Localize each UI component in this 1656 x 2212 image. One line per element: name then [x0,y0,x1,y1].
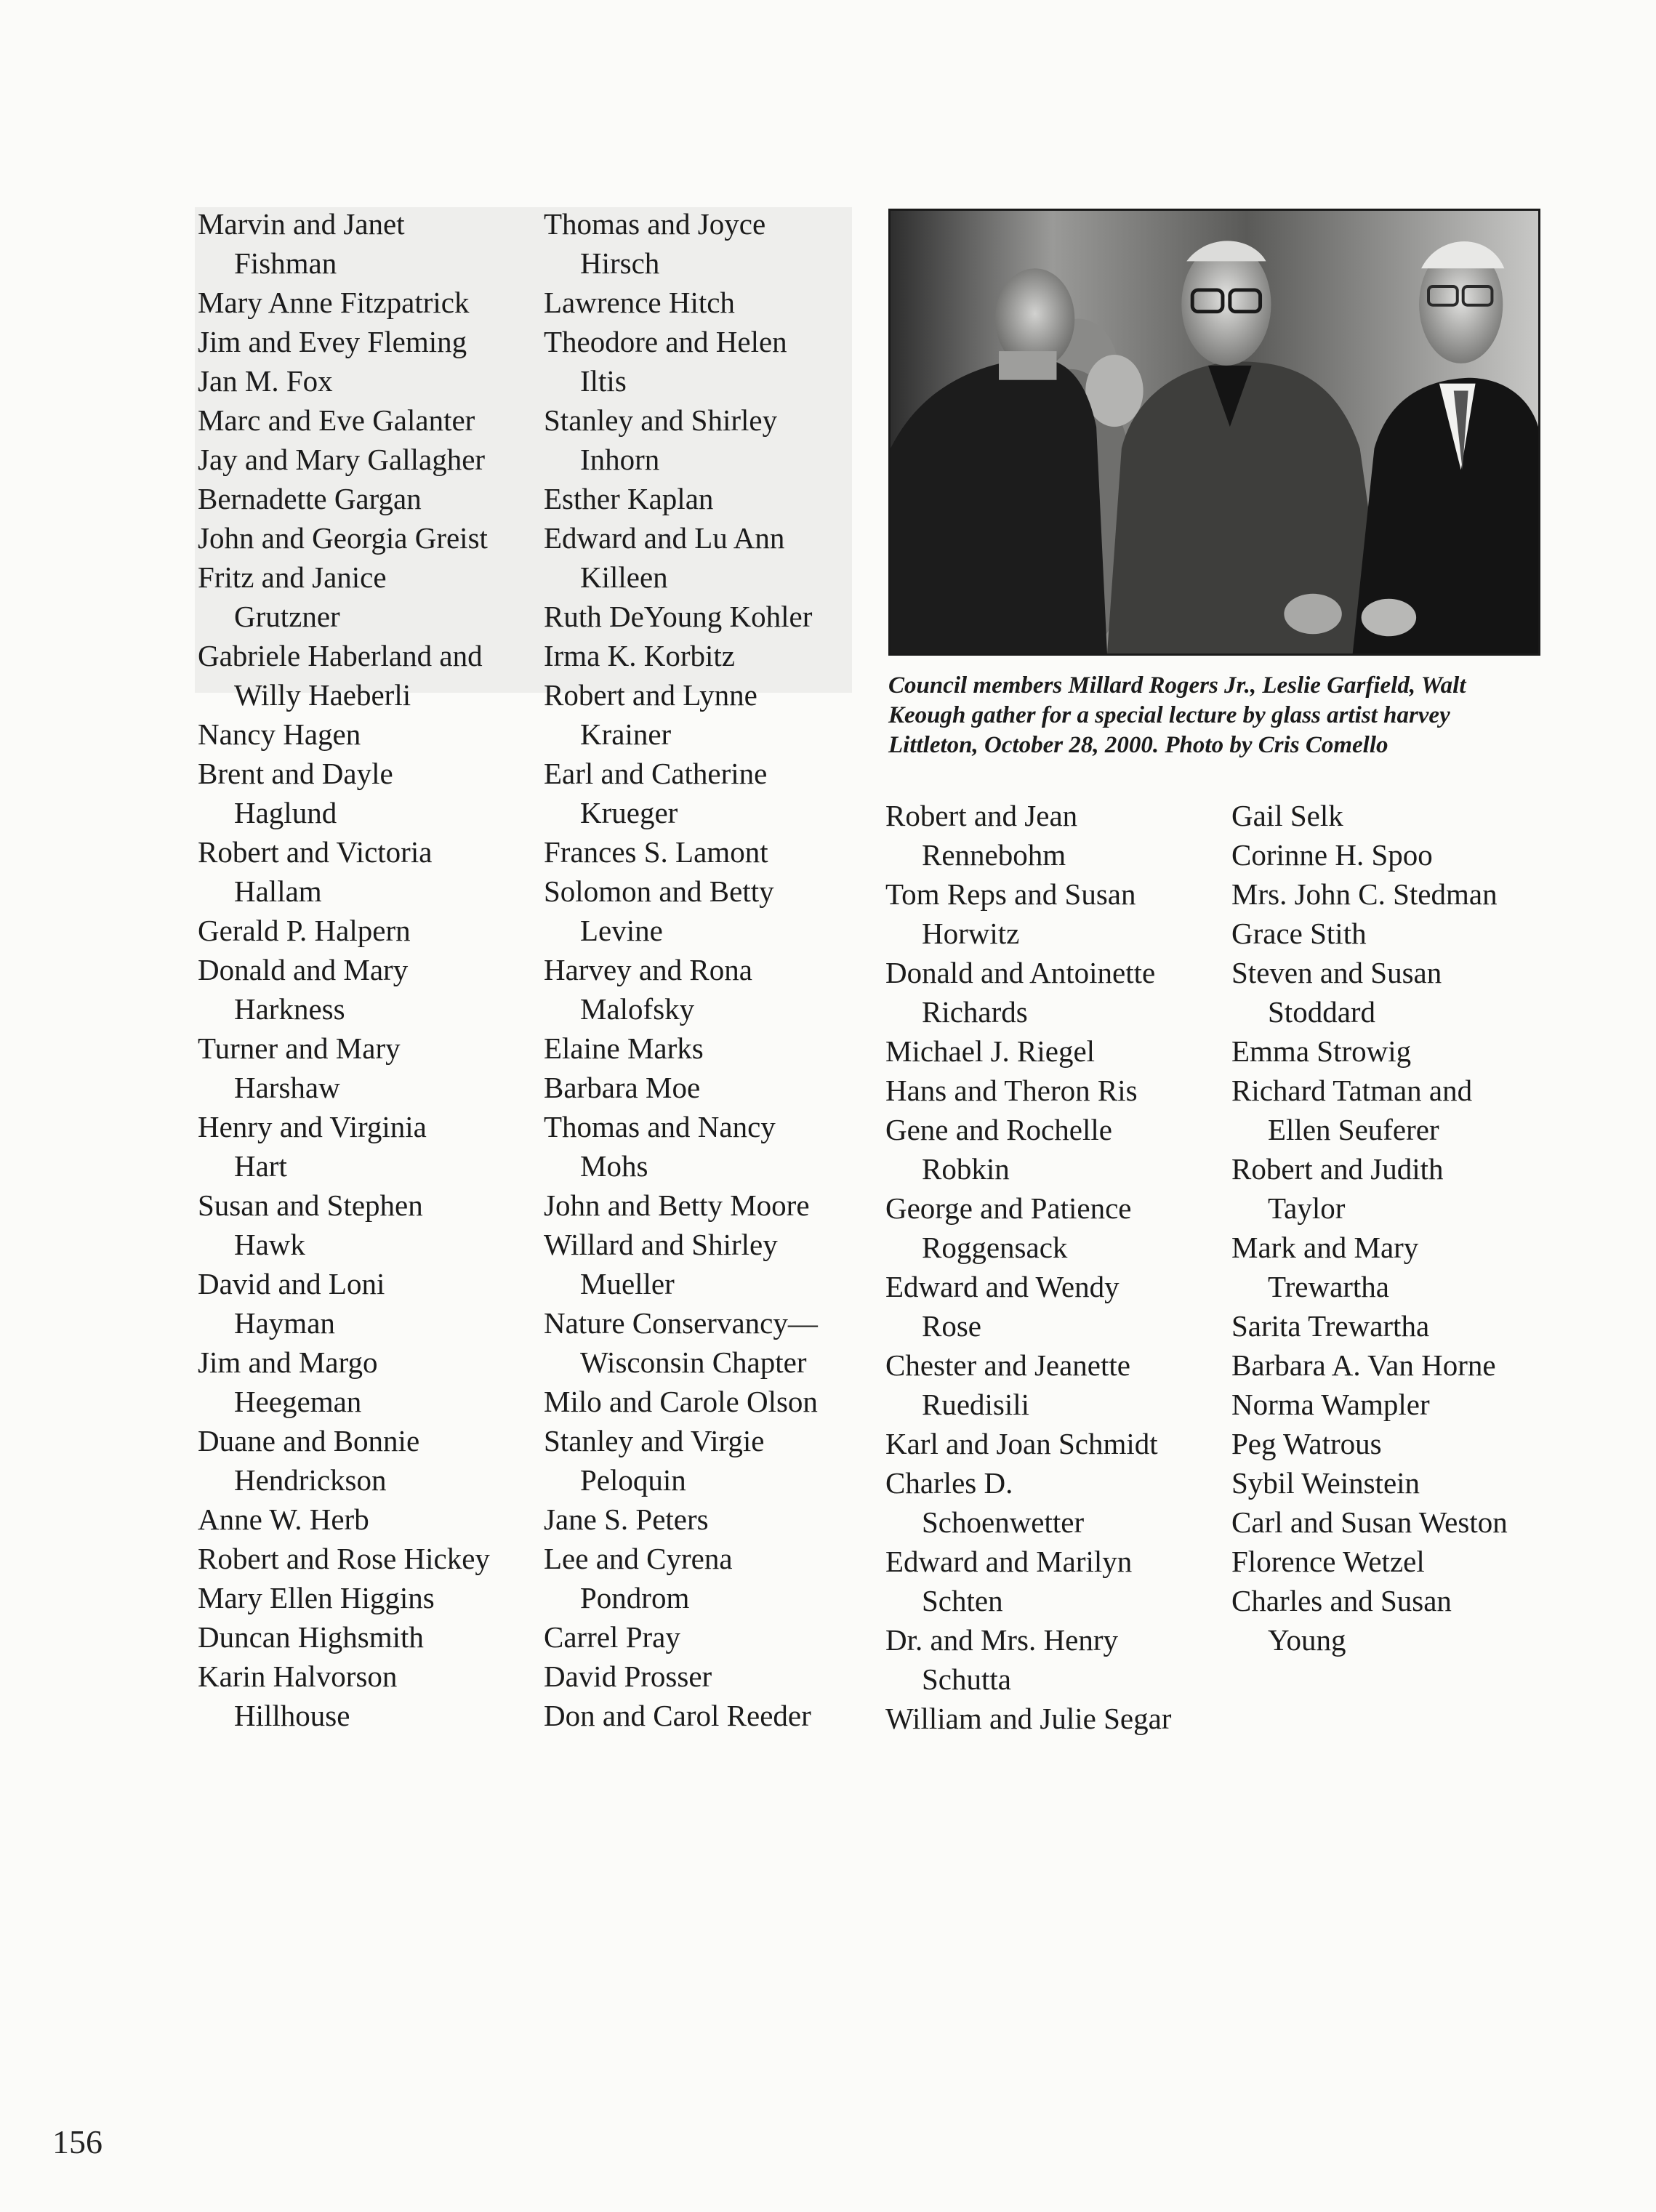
donor-entry [544,479,818,518]
donor-name-line: Thomas and Joyce [544,207,766,241]
donor-name-continuation: Krainer [580,717,672,751]
donor-entry [885,1463,1171,1542]
donor-name-line: Hans and Theron Ris [885,1074,1138,1107]
donor-name-line: Norma Wampler [1231,1388,1430,1421]
donor-entry [1231,1385,1508,1424]
donor-entry [1231,914,1508,953]
donor-name-line: Esther Kaplan [544,482,714,515]
donor-name-continuation: Ellen Seuferer [1268,1113,1439,1146]
donor-name-line: Jan M. Fox [198,364,333,398]
donor-name-line: Florence Wetzel [1231,1545,1425,1578]
donor-name-line: Milo and Carole Olson [544,1385,818,1418]
donor-entry [1231,1346,1508,1385]
donor-name-continuation: Hirsch [580,246,660,280]
donor-name-line: Anne W. Herb [198,1503,369,1536]
name-column-1 [198,204,490,1735]
donor-name-line: Turner and Mary [198,1031,401,1065]
donor-name-line: Robert and Jean [885,799,1078,832]
donor-name-continuation: Peloquin [580,1463,686,1497]
donor-name-line: Willard and Shirley [544,1228,778,1261]
donor-entry [544,322,818,401]
donor-entry [544,1068,818,1107]
donor-name-continuation: Grutzner [234,600,340,633]
donor-entry [544,518,818,597]
donor-name-line: David and Loni [198,1267,385,1300]
donor-name-line: Nature Conservancy— [544,1306,818,1340]
donor-entry [544,754,818,832]
donor-name-line: Donald and Mary [198,953,409,986]
donor-name-line: Marc and Eve Galanter [198,403,475,437]
donor-name-line: Robert and Judith [1231,1152,1444,1186]
donor-entry [198,911,490,950]
donor-entry [1231,1542,1508,1581]
donor-name-line: Stanley and Shirley [544,403,778,437]
donor-name-line: Mark and Mary [1231,1231,1419,1264]
donor-name-line: Frances S. Lamont [544,835,768,869]
donor-name-line: Barbara Moe [544,1071,701,1104]
donor-entry [544,401,818,479]
donor-entry [544,1696,818,1735]
donor-entry [198,1029,490,1107]
donor-name-line: Mary Ellen Higgins [198,1581,435,1614]
donor-name-line: Tom Reps and Susan [885,877,1136,911]
donor-name-line: Barbara A. Van Horne [1231,1348,1496,1382]
donor-entry [544,1539,818,1617]
donor-entry [198,1617,490,1657]
donor-name-continuation: Roggensack [922,1231,1068,1264]
donor-name-line: Jane S. Peters [544,1503,709,1536]
donor-name-line: Grace Stith [1231,917,1367,950]
donor-name-continuation: Inhorn [580,443,660,476]
donor-entry [544,1657,818,1696]
donor-entry [1231,1031,1508,1071]
donor-entry [544,675,818,754]
donor-name-line: Michael J. Riegel [885,1034,1096,1068]
donor-name-line: Nancy Hagen [198,717,361,751]
donor-name-line: Theodore and Helen [544,325,787,358]
donor-name-continuation: Killeen [580,560,668,594]
donor-name-line: Lawrence Hitch [544,286,735,319]
donor-name-continuation: Hayman [234,1306,335,1340]
donor-entry [198,715,490,754]
donor-name-line: Jay and Mary Gallagher [198,443,486,476]
name-column-4 [1231,796,1508,1660]
donor-entry [885,1267,1171,1346]
donor-name-line: William and Julie Segar [885,1702,1172,1735]
donor-name-line: Gerald P. Halpern [198,914,411,947]
donor-name-line: Chester and Jeanette [885,1348,1130,1382]
donor-name-line: Jim and Margo [198,1346,378,1379]
donor-name-continuation: Rose [922,1309,981,1343]
donor-entry [198,950,490,1029]
donor-name-continuation: Pondrom [580,1581,690,1614]
donor-entry [198,1657,490,1735]
donor-entry [885,1699,1171,1738]
donor-name-line: Brent and Dayle [198,757,393,790]
donor-name-line: Irma K. Korbitz [544,639,735,672]
donor-name-line: Corinne H. Spoo [1231,838,1433,872]
donor-entry [885,1071,1171,1110]
donor-entry [544,1303,818,1382]
donor-name-continuation: Hallam [234,874,322,908]
donor-name-continuation: Stoddard [1268,995,1376,1029]
donor-name-line: Mrs. John C. Stedman [1231,877,1498,911]
donor-name-continuation: Harkness [234,992,345,1026]
name-column-3 [885,796,1171,1738]
donor-name-continuation: Hart [234,1149,287,1183]
donor-name-line: Steven and Susan [1231,956,1442,989]
donor-name-continuation: Ruedisili [922,1388,1030,1421]
event-photo-image [891,211,1538,653]
photo-caption: Council members Millard Rogers Jr., Leslie Garfield, Walt Keough gather for a special lecture by glass artist harvey Littleton, October 28, 2000. Photo by Cris Comello [888,672,1466,758]
donor-entry [198,1421,490,1500]
donor-name-continuation: Rennebohm [922,838,1066,872]
donor-name-line: Carl and Susan Weston [1231,1505,1508,1539]
donor-entry [544,1382,818,1421]
donor-entry [198,322,490,361]
donor-name-continuation: Iltis [580,364,627,398]
donor-entry [198,361,490,401]
donor-entry [1231,1228,1508,1306]
donor-name-continuation: Schutta [922,1662,1011,1696]
donor-entry [885,953,1171,1031]
donor-entry [885,1031,1171,1071]
donor-entry [544,1500,818,1539]
donor-entry [544,1186,818,1225]
donor-entry [198,1578,490,1617]
donor-entry [1231,1071,1508,1149]
event-photo [888,209,1540,656]
donor-entry [1231,874,1508,914]
donor-name-line: George and Patience [885,1191,1132,1225]
page-number: 156 [52,2123,103,2160]
donor-name-continuation: Mueller [580,1267,675,1300]
donor-name-continuation: Hawk [234,1228,305,1261]
donor-name-continuation: Heegeman [234,1385,362,1418]
donor-entry [198,204,490,283]
donor-name-line: Richard Tatman and [1231,1074,1473,1107]
donor-entry [1231,1581,1508,1660]
donor-name-line: Duncan Highsmith [198,1620,424,1654]
donor-name-line: Edward and Wendy [885,1270,1120,1303]
donor-name-line: Bernadette Gargan [198,482,422,515]
donor-entry [885,796,1171,874]
donor-entry [198,440,490,479]
donor-name-continuation: Schten [922,1584,1003,1617]
donor-name-continuation: Malofsky [580,992,695,1026]
name-column-2 [544,204,818,1735]
donor-entry [544,597,818,636]
donor-name-line: Ruth DeYoung Kohler [544,600,813,633]
donor-name-line: Elaine Marks [544,1031,704,1065]
donor-entry [198,1107,490,1186]
donor-name-line: Gail Selk [1231,799,1343,832]
donor-entry [1231,1424,1508,1463]
donor-entry [885,1620,1171,1699]
donor-entry [544,1107,818,1186]
donor-name-continuation: Mohs [580,1149,648,1183]
donor-name-line: Gabriele Haberland and [198,639,483,672]
donor-name-line: Charles D. [885,1466,1013,1500]
donor-entry [544,1421,818,1500]
donor-name-line: Harvey and Rona [544,953,752,986]
donor-name-line: Edward and Marilyn [885,1545,1133,1578]
donor-name-line: Karl and Joan Schmidt [885,1427,1158,1460]
donor-name-line: Henry and Virginia [198,1110,427,1143]
donor-name-line: John and Georgia Greist [198,521,488,555]
donor-entry [198,1343,490,1421]
donor-entry [198,479,490,518]
donor-name-line: Lee and Cyrena [544,1542,733,1575]
donor-name-line: Charles and Susan [1231,1584,1452,1617]
donor-name-line: Susan and Stephen [198,1189,423,1222]
donor-name-line: Robert and Lynne [544,678,757,712]
donor-name-line: Robert and Rose Hickey [198,1542,490,1575]
donor-entry [198,636,490,715]
donor-entry [198,1500,490,1539]
donor-name-line: Thomas and Nancy [544,1110,776,1143]
donor-name-continuation: Schoenwetter [922,1505,1085,1539]
donor-entry [1231,1503,1508,1542]
donor-entry [198,1264,490,1343]
donor-entry [544,832,818,872]
donor-name-line: Marvin and Janet [198,207,405,241]
donor-entry [198,558,490,636]
donor-name-line: Fritz and Janice [198,560,387,594]
donor-entry [544,950,818,1029]
donor-name-line: Donald and Antoinette [885,956,1156,989]
donor-entry [885,1424,1171,1463]
donor-name-continuation: Fishman [234,246,337,280]
donor-entry [544,872,818,950]
donor-entry [1231,1306,1508,1346]
donor-name-continuation: Haglund [234,796,337,829]
donor-name-continuation: Young [1268,1623,1346,1657]
donor-name-line: Jim and Evey Fleming [198,325,467,358]
donor-entry [885,1542,1171,1620]
donor-entry [198,1186,490,1264]
donor-entry [544,1225,818,1303]
donor-name-line: Edward and Lu Ann [544,521,785,555]
donor-entry [885,1346,1171,1424]
donor-entry [544,1029,818,1068]
donor-name-continuation: Wisconsin Chapter [580,1346,807,1379]
donor-name-line: Mary Anne Fitzpatrick [198,286,470,319]
donor-entry [1231,796,1508,835]
donor-name-line: Don and Carol Reeder [544,1699,811,1732]
donor-name-line: Carrel Pray [544,1620,680,1654]
donor-name-continuation: Harshaw [234,1071,340,1104]
donor-name-line: Robert and Victoria [198,835,433,869]
donor-name-continuation: Levine [580,914,663,947]
donor-name-continuation: Willy Haeberli [234,678,411,712]
donor-name-line: Peg Watrous [1231,1427,1382,1460]
donor-entry [1231,835,1508,874]
donor-entry [198,1539,490,1578]
donor-entry [544,636,818,675]
donor-name-line: Emma Strowig [1231,1034,1412,1068]
donor-entry [544,283,818,322]
donor-name-line: Sybil Weinstein [1231,1466,1420,1500]
donor-entry [198,832,490,911]
donor-entry [198,754,490,832]
donor-entry [544,1617,818,1657]
donor-entry [1231,953,1508,1031]
donor-name-line: Earl and Catherine [544,757,768,790]
donor-name-continuation: Robkin [922,1152,1010,1186]
donor-name-line: Solomon and Betty [544,874,774,908]
donor-entry [885,874,1171,953]
donor-entry [544,204,818,283]
donor-name-line: Duane and Bonnie [198,1424,420,1457]
donor-name-continuation: Hillhouse [234,1699,350,1732]
donor-name-line: Dr. and Mrs. Henry [885,1623,1118,1657]
donor-name-line: Stanley and Virgie [544,1424,765,1457]
donor-name-line: Sarita Trewartha [1231,1309,1430,1343]
donor-entry [885,1110,1171,1189]
donor-entry [198,518,490,558]
donor-entry [1231,1463,1508,1503]
donor-name-continuation: Krueger [580,796,678,829]
donor-name-line: Gene and Rochelle [885,1113,1112,1146]
donor-name-continuation: Richards [922,995,1028,1029]
donor-entry [1231,1149,1508,1228]
donor-name-continuation: Trewartha [1268,1270,1390,1303]
donor-entry [885,1189,1171,1267]
donor-entry [198,401,490,440]
donor-name-continuation: Hendrickson [234,1463,387,1497]
donor-name-line: Karin Halvorson [198,1660,398,1693]
donor-name-line: John and Betty Moore [544,1189,810,1222]
donor-name-line: David Prosser [544,1660,712,1693]
donor-entry [198,283,490,322]
donor-name-continuation: Taylor [1268,1191,1346,1225]
donor-name-continuation: Horwitz [922,917,1020,950]
